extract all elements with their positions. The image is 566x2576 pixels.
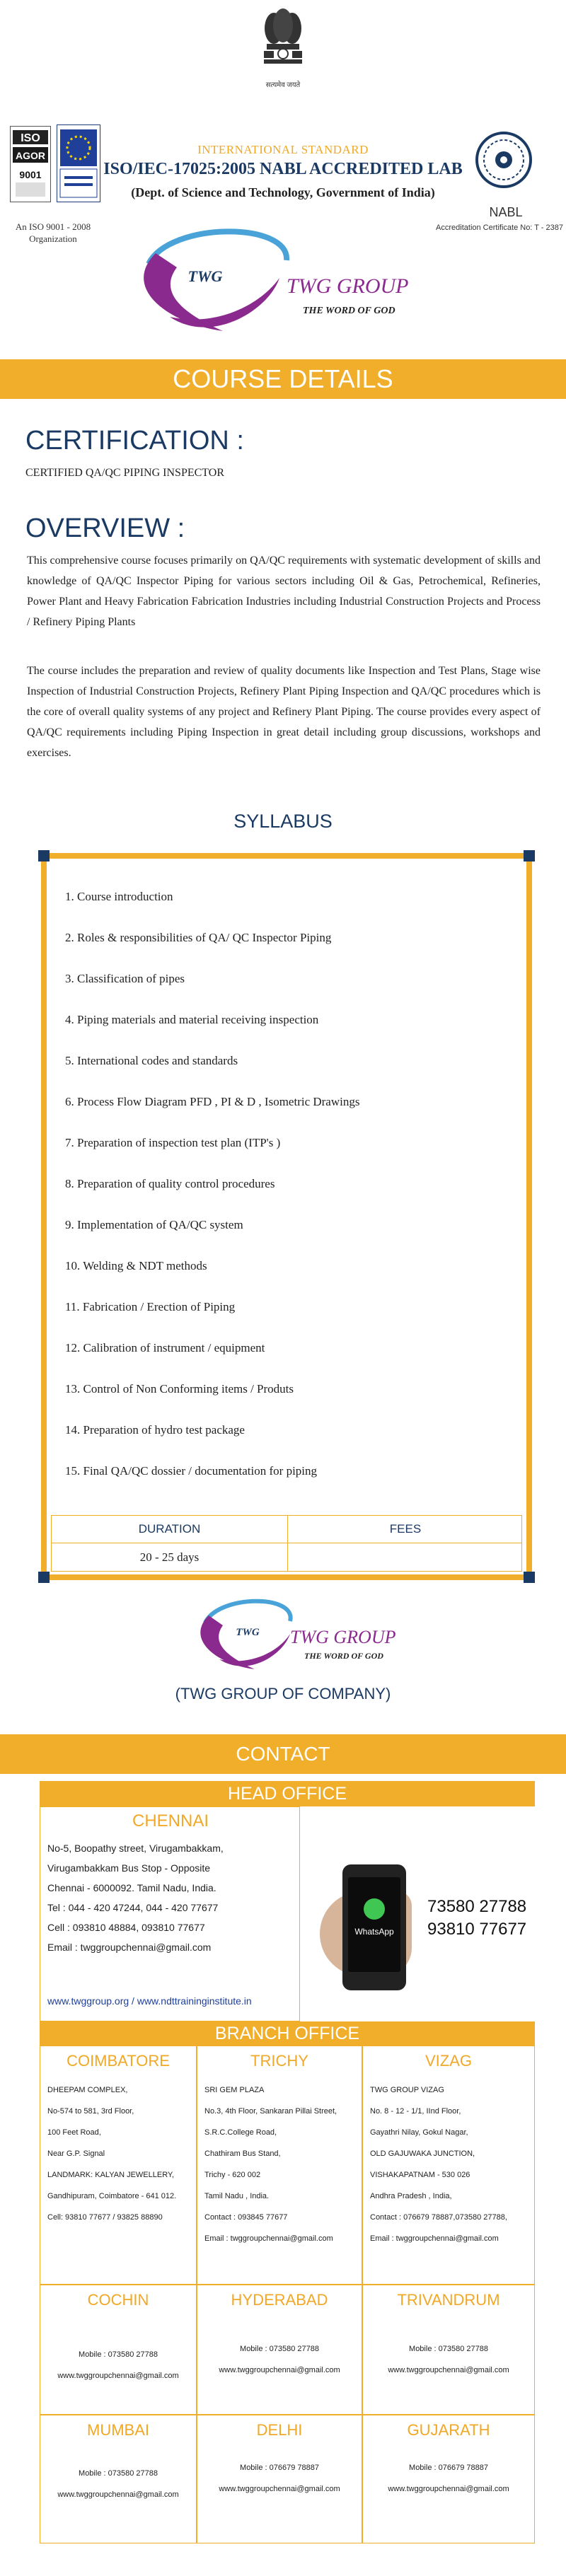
corner-decoration — [38, 850, 50, 861]
branch-line: Andhra Pradesh , India, — [370, 2192, 452, 2200]
branch-line: Contact : 093845 77677 — [204, 2213, 288, 2222]
duration-fees-table — [51, 1515, 522, 1572]
emblem-motto: सत्यमेव जयते — [265, 81, 301, 89]
branch-mobile: Mobile : 073580 27788 — [79, 2469, 158, 2478]
branch-city: COCHIN — [87, 2291, 149, 2309]
head-office-email[interactable]: Email : twggroupchennai@gmail.com — [47, 1942, 212, 1953]
head-office-phone: Tel : 044 - 420 47244, 044 - 420 77677 — [47, 1902, 219, 1913]
syllabus-item: 11. Fabrication / Erection of Piping — [65, 1300, 236, 1313]
national-emblem — [248, 7, 318, 92]
syllabus-item: 13. Control of Non Conforming items / Produts — [65, 1382, 294, 1396]
brand-tagline: THE WORD OF GOD — [303, 306, 395, 316]
branch-line: TWG GROUP VIZAG — [370, 2086, 444, 2094]
head-office-line: Chennai - 6000092. Tamil Nadu, India. — [47, 1882, 216, 1893]
fees-value — [288, 1543, 523, 1572]
branch-hyderabad — [197, 2285, 362, 2415]
branch-line: SRI GEM PLAZA — [204, 2086, 265, 2094]
branch-line: 100 Feet Road, — [47, 2128, 101, 2137]
branch-email[interactable]: www.twggroupchennai@gmail.com — [388, 2485, 509, 2493]
branch-office-title: BRANCH OFFICE — [40, 2021, 535, 2046]
branch-line: Gandhipuram, Coimbatore - 641 012. — [47, 2192, 177, 2200]
branch-vizag — [362, 2046, 535, 2285]
syllabus-item: 1. Course introduction — [65, 890, 173, 903]
overview-heading: OVERVIEW : — [25, 514, 185, 543]
head-office-city: CHENNAI — [132, 1811, 209, 1831]
syllabus-item: 8. Preparation of quality control procedures — [65, 1177, 275, 1190]
branch-email[interactable]: www.twggroupchennai@gmail.com — [57, 2490, 179, 2499]
fees-header: FEES — [389, 1522, 422, 1536]
head-office-line: Virugambakkam Bus Stop - Opposite — [47, 1862, 211, 1874]
syllabus-item: 9. Implementation of QA/QC system — [65, 1218, 243, 1231]
branch-email[interactable]: Email : twggroupchennai@gmail.com — [370, 2234, 499, 2243]
branch-line: OLD GAJUWAKA JUNCTION, — [370, 2149, 475, 2158]
syllabus-item: 15. Final QA/QC dossier / documentation for piping — [65, 1464, 318, 1478]
branch-mobile: Mobile : 076679 78887 — [409, 2464, 488, 2472]
branch-city: COIMBATORE — [67, 2052, 170, 2070]
syllabus-item: 4. Piping materials and material receiving inspection — [65, 1013, 319, 1026]
branch-line: Tamil Nadu , India. — [204, 2192, 270, 2200]
whatsapp-label: WhatsApp — [354, 1927, 394, 1937]
head-office-title: HEAD OFFICE — [40, 1781, 535, 1806]
branch-line: DHEEPAM COMPLEX, — [47, 2086, 128, 2094]
branch-city: GUJARATH — [407, 2421, 490, 2439]
branch-email[interactable]: www.twggroupchennai@gmail.com — [57, 2372, 179, 2380]
branch-mobile: Mobile : 073580 27788 — [409, 2345, 488, 2353]
branch-mobile: Mobile : 076679 78887 — [240, 2464, 319, 2472]
nabl-seal-icon — [474, 124, 533, 195]
branch-mobile: Mobile : 073580 27788 — [240, 2345, 319, 2353]
head-office-cell: Cell : 093810 48884, 093810 77677 — [47, 1922, 205, 1933]
duration-header: DURATION — [138, 1522, 201, 1536]
whatsapp-icon — [364, 1898, 385, 1920]
head-office-line: No-5, Boopathy street, Virugambakkam, — [47, 1843, 224, 1854]
iso-iec-heading: ISO/IEC-17025:2005 NABL ACCREDITED LAB — [103, 160, 463, 178]
logo-text-small: TWG — [236, 1627, 260, 1638]
branch-city: HYDERABAD — [231, 2291, 328, 2309]
ashoka-emblem-icon — [258, 7, 308, 74]
branch-city: TRIVANDRUM — [397, 2291, 500, 2309]
course-details-banner: COURSE DETAILS — [0, 359, 566, 399]
syllabus-heading: SYLLABUS — [233, 811, 333, 832]
branch-cochin — [40, 2285, 197, 2415]
iso-certification-logo — [10, 126, 52, 204]
branch-line: S.R.C.College Road, — [204, 2128, 277, 2137]
syllabus-item: 7. Preparation of inspection test plan (ITP's ) — [65, 1136, 281, 1149]
logo-text: TWG — [187, 267, 223, 285]
branch-city: TRICHY — [250, 2052, 308, 2070]
certification-heading: CERTIFICATION : — [25, 426, 244, 456]
nabl-label: NABL — [489, 205, 523, 219]
syllabus-item: 3. Classification of pipes — [65, 972, 185, 985]
syllabus-item: 10. Welding & NDT methods — [65, 1259, 207, 1272]
branch-mumbai — [40, 2415, 197, 2543]
phone-screen — [348, 1877, 400, 1972]
iso-badge-icon — [10, 126, 51, 202]
branch-trivandrum — [362, 2285, 535, 2415]
branch-trichy — [197, 2046, 362, 2285]
branch-email[interactable]: www.twggroupchennai@gmail.com — [388, 2366, 509, 2374]
contact-section — [40, 1781, 535, 2543]
head-office-website-link[interactable]: www.twggroup.org / www.ndttraininginstitute.in — [47, 1995, 252, 2007]
iso-caption-line-1: An ISO 9001 - 2008 — [15, 221, 91, 232]
branch-line: VISHAKAPATNAM - 530 026 — [370, 2171, 470, 2179]
brand-tagline-small: THE WORD OF GOD — [304, 1651, 383, 1661]
brand-name: TWG GROUP — [287, 274, 409, 298]
branch-city: DELHI — [256, 2421, 303, 2439]
branch-city: VIZAG — [424, 2052, 472, 2070]
syllabus-item: 14. Preparation of hydro test package — [65, 1423, 245, 1437]
overview-paragraph-1: This comprehensive course focuses primarily on QA/QC requirements with systematic development of skills and knowledge of QA/QC Inspector Piping for various sectors including Oil & Gas, Petrochemical, Refineries, Power Plant and Heavy Fabrication Fabrication Industries including Industrial Construction Projects and Process / Refinery Piping Plants — [27, 555, 541, 628]
corner-decoration — [524, 1572, 535, 1583]
whatsapp-number-1: 73580 27788 — [427, 1897, 527, 1916]
branch-email[interactable]: Email : twggroupchennai@gmail.com — [204, 2234, 333, 2243]
accreditation-certificate: Accreditation Certificate No: T - 2387 — [436, 224, 563, 232]
contact-banner: CONTACT — [0, 1734, 566, 1774]
certification-value: CERTIFIED QA/QC PIPING INSPECTOR — [25, 467, 224, 479]
whatsapp-panel — [300, 1806, 535, 2021]
branch-line: Gayathri Nilay, Gokul Nagar, — [370, 2128, 468, 2137]
duration-value: 20 - 25 days — [139, 1550, 200, 1564]
branch-gujarath — [362, 2415, 535, 2543]
corner-decoration — [38, 1572, 50, 1583]
svg-text:ISO: ISO — [21, 132, 40, 144]
branch-line: No. 8 - 12 - 1/1, IInd Floor, — [370, 2107, 461, 2116]
department-text: (Dept. of Science and Technology, Government of India) — [131, 185, 435, 199]
branch-line: Trichy - 620 002 — [204, 2171, 261, 2179]
branch-line: Contact : 076679 78887,073580 27788, — [370, 2213, 507, 2222]
syllabus-item: 12. Calibration of instrument / equipment — [65, 1341, 265, 1354]
syllabus-item: 5. International codes and standards — [65, 1054, 238, 1067]
syllabus-item: 2. Roles & responsibilities of QA/ QC Inspector Piping — [65, 931, 332, 944]
branch-city: MUMBAI — [87, 2421, 149, 2439]
branch-email[interactable]: www.twggroupchennai@gmail.com — [219, 2485, 340, 2493]
phone-image — [342, 1864, 406, 1990]
branch-line: Near G.P. Signal — [47, 2149, 105, 2158]
branch-delhi — [197, 2415, 362, 2543]
brand-name-small: TWG GROUP — [290, 1627, 396, 1647]
nabl-logo — [474, 124, 533, 195]
corner-decoration — [524, 850, 535, 861]
syllabus-item: 6. Process Flow Diagram PFD , PI & D , Isometric Drawings — [65, 1095, 360, 1108]
whatsapp-number-2: 93810 77677 — [427, 1920, 527, 1939]
branch-coimbatore — [40, 2046, 197, 2285]
international-standard-label: INTERNATIONAL STANDARD — [197, 143, 369, 156]
branch-line: Cell: 93810 77677 / 93825 88890 — [47, 2213, 163, 2222]
syllabus-box — [41, 853, 532, 1580]
overview-paragraph-2: The course includes the preparation and review of quality documents like Inspection and Test Plans, Stage wise Inspection of Industrial Construction Projects, Refinery Plant Piping Inspection and QA/QC procedures which is the core of overall quality systems of any project and Refinery Plant Piping. The course provides every aspect of QA/QC requirements including Piping Inspection in great detail including group discussions, workshops and exercises. — [27, 665, 541, 759]
branch-mobile: Mobile : 073580 27788 — [79, 2350, 158, 2359]
iso-caption-line-2: Organization — [29, 233, 77, 244]
head-office-box — [40, 1806, 300, 2021]
branch-email[interactable]: www.twggroupchennai@gmail.com — [219, 2366, 340, 2374]
branch-line: No.3, 4th Floor, Sankaran Pillai Street, — [204, 2107, 337, 2116]
branch-line: Chathiram Bus Stand, — [204, 2149, 281, 2158]
svg-text:9001: 9001 — [19, 169, 42, 180]
svg-text:AGOR: AGOR — [16, 150, 45, 161]
iso-caption — [0, 221, 106, 245]
branch-line: No-574 to 581, 3rd Floor, — [47, 2107, 134, 2116]
company-label: (TWG GROUP OF COMPANY) — [175, 1685, 391, 1702]
branch-line: LANDMARK: KALYAN JEWELLERY, — [47, 2171, 174, 2179]
